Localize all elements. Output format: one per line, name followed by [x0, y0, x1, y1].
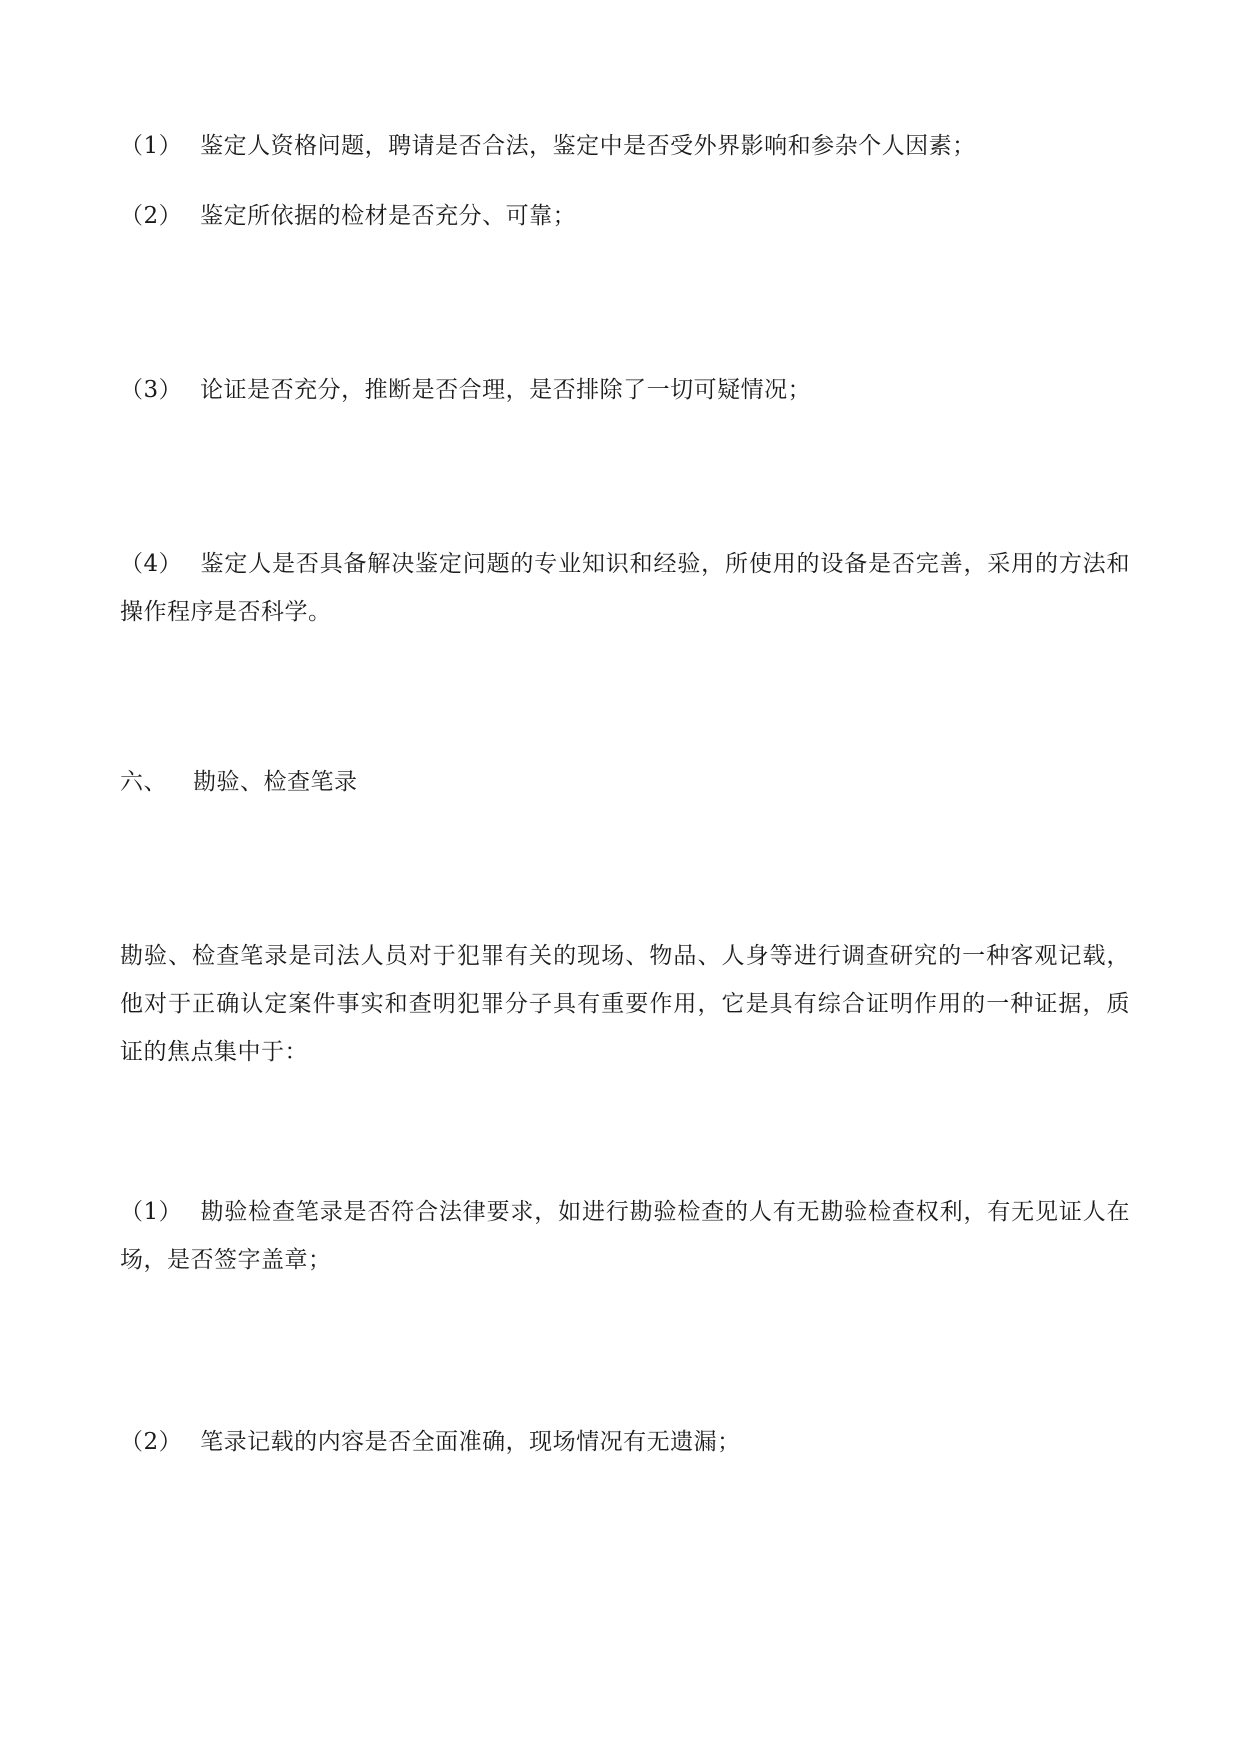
list-item: [120, 1188, 1130, 1284]
item-number: （4）: [120, 551, 183, 577]
list-item: [120, 1418, 1130, 1466]
item-text: 鉴定人是否具备解决鉴定问题的专业知识和经验，所使用的设备是否完善，采用的方法和操作程序是否科学。: [120, 551, 1130, 625]
list-item: [120, 366, 1130, 414]
intro-text: 勘验、检查笔录是司法人员对于犯罪有关的现场、物品、人身等进行调查研究的一种客观记载，他对于正确认定案件事实和查明犯罪分子具有重要作用，它是具有综合证明作用的一种证据，质证的焦点集中于：: [120, 943, 1130, 1065]
item-text: 论证是否充分，推断是否合理，是否排除了一切可疑情况；: [200, 377, 812, 403]
intro-paragraph: [120, 932, 1130, 1076]
item-text: 鉴定所依据的检材是否充分、可靠；: [200, 203, 577, 229]
item-text: 勘验检查笔录是否符合法律要求，如进行勘验检查的人有无勘验检查权利，有无见证人在场，是否签字盖章；: [120, 1199, 1130, 1273]
item-text: 笔录记载的内容是否全面准确，现场情况有无遗漏；: [200, 1429, 741, 1455]
item-number: （2）: [120, 1429, 183, 1455]
item-number: （1）: [120, 133, 183, 159]
item-number: （3）: [120, 377, 183, 403]
section-title: 勘验、检查笔录: [193, 769, 358, 795]
item-number: （2）: [120, 203, 183, 229]
list-item: [120, 540, 1130, 636]
section-heading: [120, 758, 1130, 806]
section-number: 六、: [120, 769, 167, 795]
item-number: （1）: [120, 1199, 183, 1225]
list-item: [120, 192, 1130, 240]
item-text: 鉴定人资格问题，聘请是否合法，鉴定中是否受外界影响和参杂个人因素；: [200, 133, 976, 159]
list-item: [120, 122, 1130, 170]
